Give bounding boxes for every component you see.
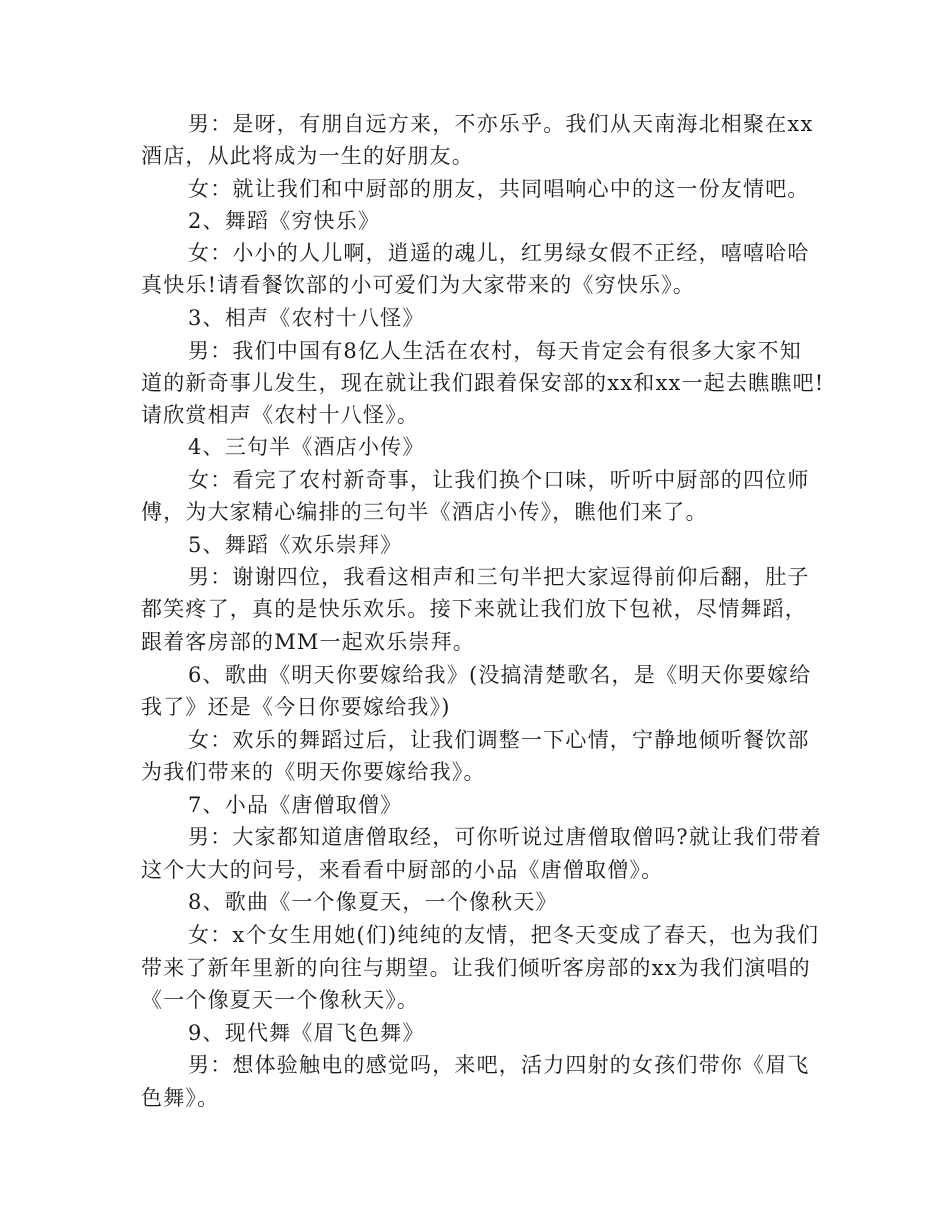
section-heading: 3、相声《农村十八怪》 [188,306,425,330]
section-heading: 7、小品《唐僧取僧》 [188,793,403,817]
section-heading: 4、三句半《酒店小传》 [188,435,425,459]
paragraph-line: 酒店，从此将成为一生的好朋友。 [141,144,474,168]
paragraph-line: 傅，为大家精心编排的三句半《酒店小传》，瞧他们来了。 [141,500,708,524]
paragraph-line: 男：大家都知道唐僧取经，可你听说过唐僧取僧吗?就让我们带着 [188,825,823,849]
paragraph-line: 跟着客房部的MM一起欢乐崇拜。 [141,630,476,654]
paragraph-line: 男：是呀，有朋自远方来，不亦乐乎。我们从天南海北相聚在xx [188,112,814,136]
paragraph-line: 为我们带来的《明天你要嫁给我》。 [141,760,486,784]
paragraph-line: 带来了新年里新的向往与期望。让我们倾听客房部的xx为我们演唱的 [141,956,811,980]
paragraph-line: 道的新奇事儿发生，现在就让我们跟着保安部的xx和xx一起去瞧瞧吧! [141,371,825,395]
paragraph-line: 《一个像夏天一个像秋天》。 [141,988,420,1012]
paragraph-line: 请欣赏相声《农村十八怪》。 [141,403,420,427]
section-heading: 8、歌曲《一个像夏天，一个像秋天》 [188,890,558,914]
paragraph-line: 女：x个女生用她(们)纯纯的友情，把冬天变成了春天，也为我们 [188,923,820,947]
section-heading: 5、舞蹈《欢乐崇拜》 [188,533,403,557]
paragraph-line: 女：就让我们和中厨部的朋友，共同唱响心中的这一份友情吧。 [188,177,810,201]
paragraph-line: 女：看完了农村新奇事，让我们换个口味，听听中厨部的四位师 [188,468,810,492]
paragraph-line: 男：我们中国有8亿人生活在农村，每天肯定会有很多大家不知 [188,339,802,363]
paragraph-line: 男：想体验触电的感觉吗，来吧，活力四射的女孩们带你《眉飞 [188,1053,810,1077]
paragraph-line: 都笑疼了，真的是快乐欢乐。接下来就让我们放下包袱，尽情舞蹈， [141,597,807,621]
paragraph-line: 色舞》。 [141,1086,220,1110]
paragraph-line: 男：谢谢四位，我看这相声和三句半把大家逗得前仰后翻，肚子 [188,565,810,589]
paragraph-line: 我了》还是《今日你要嫁给我》) [141,695,451,719]
paragraph-line: 女：小小的人儿啊，逍遥的魂儿，红男绿女假不正经，嘻嘻哈哈 [188,241,810,265]
section-heading: 9、现代舞《眉飞色舞》 [188,1021,425,1045]
paragraph-line: 女：欢乐的舞蹈过后，让我们调整一下心情，宁静地倾听餐饮部 [188,728,810,752]
paragraph-line: 这个大大的问号，来看看中厨部的小品《唐僧取僧》。 [141,858,664,882]
section-heading: 6、歌曲《明天你要嫁给我》(没搞清楚歌名，是《明天你要嫁给 [188,663,812,687]
section-heading: 2、舞蹈《穷快乐》 [188,209,381,233]
paragraph-line: 真快乐!请看餐饮部的小可爱们为大家带来的《穷快乐》。 [141,273,696,297]
